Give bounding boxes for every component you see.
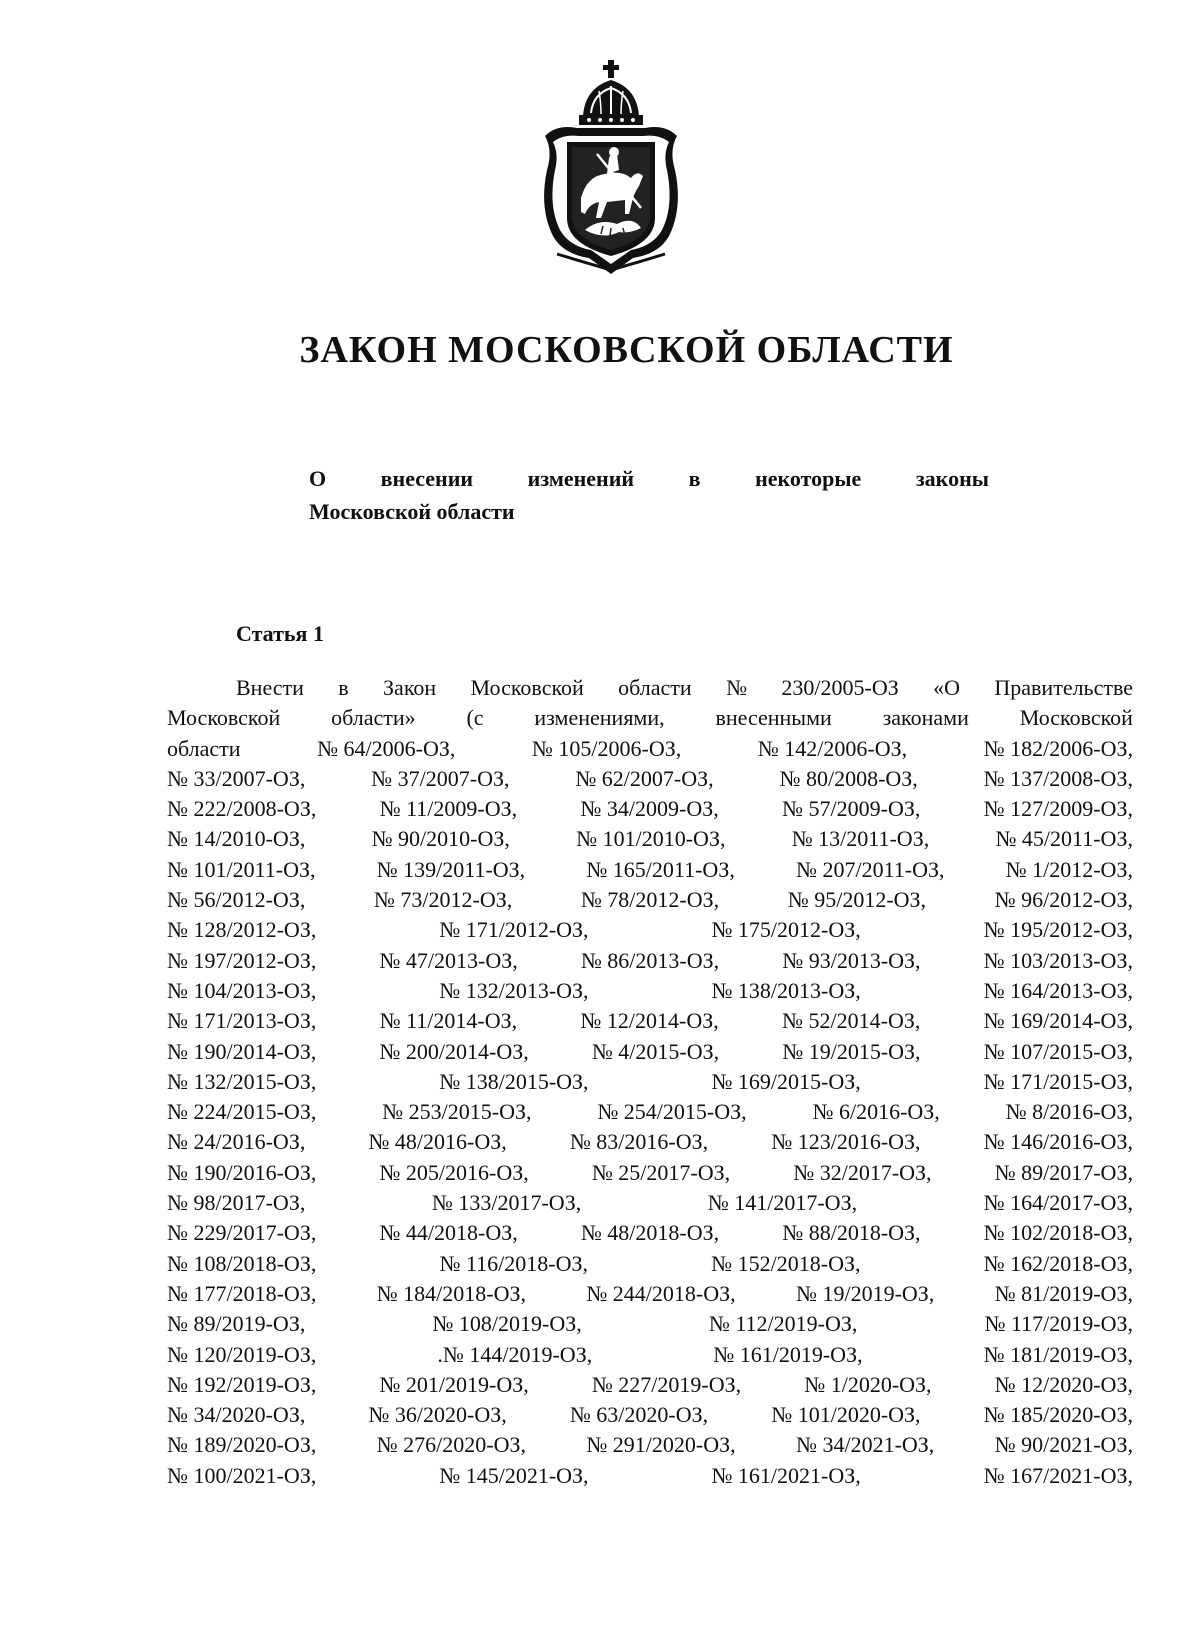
text-line (167, 915, 1133, 945)
text-line (167, 794, 1133, 824)
text-token: № 34/2021-ОЗ, (795, 1432, 935, 1458)
text-token: № 86/2013-ОЗ, (580, 947, 720, 973)
text-line (167, 1279, 1133, 1309)
text-token: № 116/2018-ОЗ, (439, 1250, 589, 1276)
text-line (167, 976, 1133, 1006)
article-body (167, 673, 1133, 1491)
text-token: № 90/2010-ОЗ, (371, 826, 510, 852)
text-line (167, 1188, 1133, 1218)
text-token: № 101/2011-ОЗ, (167, 856, 316, 882)
text-token: № 11/2009-ОЗ, (379, 796, 518, 822)
text-token: Московской (1019, 705, 1133, 731)
subject-word: внесении (380, 466, 474, 491)
text-token: № 90/2021-ОЗ, (994, 1432, 1133, 1458)
text-token: № 141/2017-ОЗ, (707, 1190, 858, 1216)
text-token: № (726, 675, 748, 700)
text-token: № 107/2015-ОЗ, (983, 1038, 1133, 1064)
text-token: № 169/2014-ОЗ, (983, 1008, 1133, 1034)
text-token: № 78/2012-ОЗ, (580, 887, 720, 913)
text-token: № 88/2018-ОЗ, (782, 1220, 921, 1246)
text-token: № 222/2008-ОЗ, (167, 796, 317, 822)
text-line (167, 946, 1133, 976)
text-token: № 108/2019-ОЗ, (432, 1311, 582, 1337)
text-token: № 195/2012-ОЗ, (983, 917, 1133, 943)
text-token: внесенными (715, 705, 832, 731)
article-heading: Статья 1 (236, 621, 324, 646)
text-token: № 117/2019-ОЗ, (984, 1311, 1133, 1337)
text-token: № 102/2018-ОЗ, (983, 1220, 1133, 1246)
text-line (167, 1067, 1133, 1097)
text-line (167, 1370, 1133, 1400)
text-token: № 177/2018-ОЗ, (167, 1280, 317, 1306)
subject-word: в (688, 466, 701, 491)
text-token: № 103/2013-ОЗ, (983, 947, 1133, 973)
text-line (167, 1309, 1133, 1339)
text-line (167, 1249, 1133, 1279)
text-token: № 142/2006-ОЗ, (757, 735, 908, 761)
text-token: № 98/2017-ОЗ, (167, 1190, 306, 1216)
text-token: № 167/2021-ОЗ, (983, 1462, 1133, 1488)
text-token: № 95/2012-ОЗ, (787, 887, 927, 913)
text-line (167, 1400, 1133, 1430)
text-line (167, 1158, 1133, 1188)
text-token: № 12/2020-ОЗ, (994, 1371, 1133, 1397)
law-subject (309, 462, 989, 528)
text-token: области (618, 675, 692, 700)
text-token: № 205/2016-ОЗ, (379, 1159, 529, 1185)
text-token: № 64/2006-ОЗ, (317, 735, 456, 761)
text-token: № 152/2018-ОЗ, (711, 1250, 861, 1276)
text-token: № 19/2019-ОЗ, (795, 1280, 935, 1306)
text-token: Московской (167, 705, 281, 731)
text-token: № 190/2014-ОЗ, (167, 1038, 317, 1064)
text-token: № 112/2019-ОЗ, (708, 1311, 858, 1337)
text-line (167, 1006, 1133, 1036)
text-token: № 57/2009-ОЗ, (782, 796, 921, 822)
text-token: № 192/2019-ОЗ, (167, 1371, 317, 1397)
text-token: № 224/2015-ОЗ, (167, 1099, 317, 1125)
text-token: № 165/2011-ОЗ, (586, 856, 735, 882)
text-token: № 171/2012-ОЗ, (439, 917, 589, 943)
text-token: Московской (470, 675, 584, 700)
text-token: № 24/2016-ОЗ, (167, 1129, 306, 1155)
text-token: № 164/2017-ОЗ, (983, 1190, 1133, 1216)
text-token: № 13/2011-ОЗ, (791, 826, 930, 852)
text-token: № 89/2019-ОЗ, (167, 1311, 306, 1337)
text-token: № 137/2008-ОЗ, (983, 765, 1133, 791)
text-token: № 291/2020-ОЗ, (586, 1432, 736, 1458)
text-token: № 52/2014-ОЗ, (782, 1008, 921, 1034)
text-token: № 253/2015-ОЗ, (382, 1099, 532, 1125)
text-token: № 128/2012-ОЗ, (167, 917, 317, 943)
text-token: Закон (383, 675, 437, 700)
text-token: № 37/2007-ОЗ, (371, 765, 510, 791)
text-token: № 182/2006-ОЗ, (983, 735, 1133, 761)
text-token: № 33/2007-ОЗ, (167, 765, 306, 791)
text-token: № 36/2020-ОЗ, (368, 1402, 507, 1428)
text-token: № 108/2018-ОЗ, (167, 1250, 317, 1276)
text-token: № 138/2015-ОЗ, (439, 1068, 589, 1094)
text-token: № 171/2013-ОЗ, (167, 1008, 317, 1034)
text-token: законами (882, 705, 969, 731)
text-token: № 138/2013-ОЗ, (711, 977, 861, 1003)
text-token: № 11/2014-ОЗ, (379, 1008, 518, 1034)
text-line (167, 1461, 1133, 1491)
subject-line (309, 462, 989, 495)
text-token: № 132/2015-ОЗ, (167, 1068, 317, 1094)
text-token: № 62/2007-ОЗ, (575, 765, 714, 791)
text-token: «О (933, 675, 961, 700)
text-token: № 244/2018-ОЗ, (586, 1280, 736, 1306)
text-token: № 189/2020-ОЗ, (167, 1432, 317, 1458)
text-line (167, 673, 1133, 703)
text-token: изменениями, (534, 705, 665, 731)
text-token: № 181/2019-ОЗ, (983, 1341, 1133, 1367)
text-token: № 185/2020-ОЗ, (983, 1402, 1133, 1428)
text-token: № 105/2006-ОЗ, (531, 735, 682, 761)
text-token: № 145/2021-ОЗ, (439, 1462, 589, 1488)
text-token: № 19/2015-ОЗ, (782, 1038, 921, 1064)
subject-word: О (309, 466, 327, 491)
text-token: Правительстве (994, 675, 1133, 700)
text-token: в (338, 675, 349, 700)
text-line (167, 824, 1133, 854)
text-token: № 132/2013-ОЗ, (439, 977, 589, 1003)
text-token: № 169/2015-ОЗ, (711, 1068, 861, 1094)
text-token: .№ 144/2019-ОЗ, (437, 1341, 593, 1367)
subject-word: изменений (527, 466, 635, 491)
text-token: № 127/2009-ОЗ, (983, 796, 1133, 822)
text-token: № 161/2019-ОЗ, (713, 1341, 863, 1367)
text-token: № 133/2017-ОЗ, (431, 1190, 582, 1216)
text-token: (с (466, 705, 484, 731)
text-token: 230/2005-ОЗ (781, 675, 899, 700)
text-line (167, 734, 1133, 764)
text-token: № 120/2019-ОЗ, (167, 1341, 317, 1367)
text-token: № 44/2018-ОЗ, (379, 1220, 518, 1246)
text-token: № 200/2014-ОЗ, (379, 1038, 529, 1064)
text-line (167, 1097, 1133, 1127)
text-token: № 56/2012-ОЗ, (167, 887, 306, 913)
text-token: № 162/2018-ОЗ, (983, 1250, 1133, 1276)
text-token: № 63/2020-ОЗ, (569, 1402, 709, 1428)
text-token: № 47/2013-ОЗ, (379, 947, 518, 973)
text-token: № 276/2020-ОЗ, (376, 1432, 526, 1458)
text-token: № 83/2016-ОЗ, (569, 1129, 709, 1155)
text-token: № 161/2021-ОЗ, (711, 1462, 861, 1488)
document-title: ЗАКОН МОСКОВСКОЙ ОБЛАСТИ (299, 329, 954, 371)
text-token: № 101/2010-ОЗ, (576, 826, 726, 852)
text-token: № 101/2020-ОЗ, (771, 1402, 921, 1428)
text-token: № 12/2014-ОЗ, (580, 1008, 719, 1034)
text-token: № 123/2016-ОЗ, (771, 1129, 921, 1155)
text-line (167, 764, 1133, 794)
text-token: № 104/2013-ОЗ, (167, 977, 317, 1003)
text-token: № 32/2017-ОЗ, (793, 1159, 932, 1185)
text-token: № 48/2016-ОЗ, (368, 1129, 507, 1155)
text-token: № 1/2012-ОЗ, (1005, 856, 1133, 882)
text-token: № 93/2013-ОЗ, (782, 947, 921, 973)
text-token: № 8/2016-ОЗ, (1005, 1099, 1133, 1125)
text-line (167, 885, 1133, 915)
text-token: № 139/2011-ОЗ, (376, 856, 526, 882)
text-token: № 164/2013-ОЗ, (983, 977, 1133, 1003)
text-token: области (167, 735, 241, 761)
text-token: № 81/2019-ОЗ, (994, 1280, 1133, 1306)
text-token: № 4/2015-ОЗ, (591, 1038, 720, 1064)
text-line (167, 1127, 1133, 1157)
text-token: № 45/2011-ОЗ, (995, 826, 1133, 852)
text-token: № 34/2009-ОЗ, (580, 796, 719, 822)
text-token: № 14/2010-ОЗ, (167, 826, 306, 852)
text-token: № 197/2012-ОЗ, (167, 947, 317, 973)
text-token: № 100/2021-ОЗ, (167, 1462, 317, 1488)
text-token: № 48/2018-ОЗ, (580, 1220, 720, 1246)
text-token: № 25/2017-ОЗ, (591, 1159, 731, 1185)
text-line (167, 855, 1133, 885)
text-token: № 73/2012-ОЗ, (373, 887, 513, 913)
text-token: № 146/2016-ОЗ, (983, 1129, 1133, 1155)
text-line (167, 1218, 1133, 1248)
text-token: № 1/2020-ОЗ, (804, 1371, 932, 1397)
text-token: № 229/2017-ОЗ, (167, 1220, 317, 1246)
text-token: № 80/2008-ОЗ, (779, 765, 918, 791)
text-token: № 171/2015-ОЗ, (983, 1068, 1133, 1094)
subject-word: законы (915, 466, 989, 491)
text-token: № 96/2012-ОЗ, (994, 887, 1133, 913)
text-line (167, 1430, 1133, 1460)
text-token: Внести (236, 675, 304, 700)
subject-word: некоторые (755, 466, 862, 491)
text-token: № 34/2020-ОЗ, (167, 1402, 306, 1428)
text-token: № 227/2019-ОЗ, (591, 1371, 742, 1397)
text-token: № 254/2015-ОЗ, (597, 1099, 747, 1125)
text-token: № 6/2016-ОЗ, (812, 1099, 940, 1125)
text-line (167, 1340, 1133, 1370)
text-token: № 89/2017-ОЗ, (994, 1159, 1133, 1185)
text-line (167, 1037, 1133, 1067)
text-token: № 175/2012-ОЗ, (711, 917, 861, 943)
subject-line: Московской области (309, 499, 515, 524)
moscow-oblast-coat-of-arms-icon (537, 58, 685, 276)
text-token: № 207/2011-ОЗ, (795, 856, 945, 882)
text-token: № 201/2019-ОЗ, (379, 1371, 529, 1397)
text-token: области» (331, 705, 416, 731)
text-token: № 190/2016-ОЗ, (167, 1159, 317, 1185)
text-token: № 184/2018-ОЗ, (376, 1280, 526, 1306)
text-line (167, 703, 1133, 733)
